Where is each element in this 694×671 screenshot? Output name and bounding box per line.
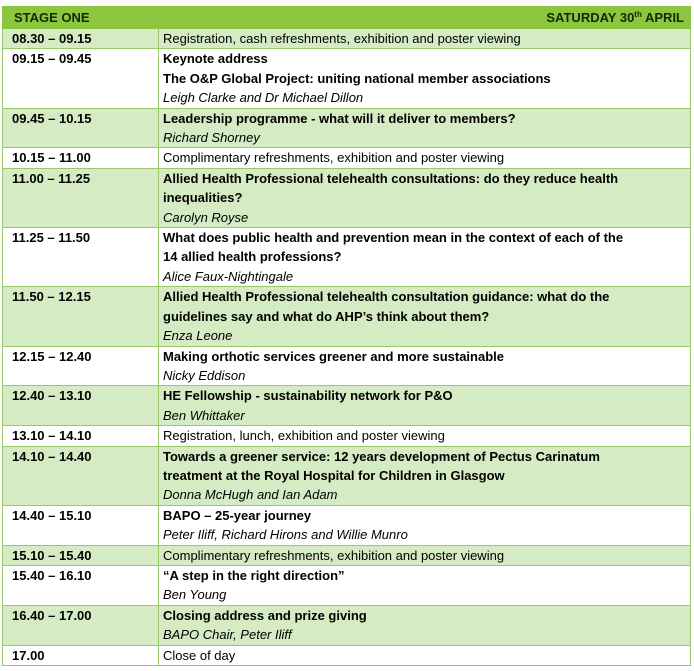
session-time: 08.30 – 09.15 (3, 29, 159, 49)
date-ordinal: th (634, 10, 642, 19)
session-title: What does public health and prevention mean in the context of each of the (163, 230, 624, 246)
schedule-body (3, 29, 691, 666)
session-title: HE Fellowship - sustainability network for P&O (163, 388, 453, 404)
session-title: 14 allied health professions? (163, 249, 342, 265)
session-speaker: Alice Faux-Nightingale (163, 268, 294, 284)
stage-title: STAGE ONE (3, 7, 159, 29)
session-activity: Close of day (163, 647, 236, 663)
session-speaker: Ben Young (163, 587, 227, 603)
session-title: inequalities? (163, 190, 243, 206)
session-speaker: Enza Leone (163, 328, 233, 344)
session-activity: Registration, cash refreshments, exhibition and poster viewing (163, 31, 521, 46)
session-time: 16.40 – 17.00 (3, 605, 159, 645)
schedule-row (3, 108, 691, 148)
schedule-row (3, 346, 691, 386)
schedule-row (3, 545, 691, 565)
session-details (159, 228, 691, 287)
session-details (159, 29, 691, 49)
session-speaker: Nicky Eddison (163, 367, 246, 383)
schedule-row (3, 228, 691, 287)
date-day: SATURDAY 30 (546, 10, 635, 25)
session-title: treatment at the Royal Hospital for Children in Glasgow (163, 467, 505, 483)
session-activity: Complimentary refreshments, exhibition and poster viewing (163, 547, 505, 563)
schedule-row (3, 505, 691, 545)
session-time: 12.15 – 12.40 (3, 346, 159, 386)
session-speaker: Donna McHugh and Ian Adam (163, 487, 338, 503)
date-month: APRIL (645, 10, 684, 25)
session-details (159, 346, 691, 386)
session-details (159, 386, 691, 426)
schedule-row (3, 426, 691, 446)
session-details (159, 565, 691, 605)
session-title: Towards a greener service: 12 years development of Pectus Carinatum (163, 448, 600, 464)
session-speaker: BAPO Chair, Peter Iliff (163, 627, 292, 643)
session-title: Keynote address (163, 51, 268, 67)
schedule-row (3, 565, 691, 605)
session-title: Making orthotic services greener and more sustainable (163, 348, 505, 364)
session-title: Allied Health Professional telehealth consultation guidance: what do the (163, 289, 610, 305)
schedule-row (3, 446, 691, 505)
session-time: 15.10 – 15.40 (3, 545, 159, 565)
session-details (159, 446, 691, 505)
session-title: The O&P Global Project: uniting national member associations (163, 70, 551, 86)
session-details (159, 168, 691, 227)
session-details (159, 545, 691, 565)
session-title: “A step in the right direction” (163, 567, 345, 583)
session-title: Closing address and prize giving (163, 607, 367, 623)
schedule-row (3, 386, 691, 426)
session-details (159, 645, 691, 665)
schedule-row (3, 29, 691, 49)
schedule-row (3, 49, 691, 108)
session-speaker: Leigh Clarke and Dr Michael Dillon (163, 90, 364, 106)
session-details (159, 426, 691, 446)
session-time: 11.25 – 11.50 (3, 228, 159, 287)
session-time: 17.00 (3, 645, 159, 665)
session-time: 13.10 – 14.10 (3, 426, 159, 446)
session-time: 10.15 – 11.00 (3, 148, 159, 168)
session-time: 11.50 – 12.15 (3, 287, 159, 346)
session-details (159, 287, 691, 346)
session-details (159, 108, 691, 148)
session-activity: Registration, lunch, exhibition and poster viewing (163, 428, 445, 444)
schedule-table (2, 6, 691, 666)
session-speaker: Richard Shorney (163, 130, 260, 146)
schedule-row (3, 645, 691, 665)
session-speaker: Carolyn Royse (163, 209, 249, 225)
session-activity: Complimentary refreshments, exhibition and poster viewing (163, 150, 505, 166)
session-title: Leadership programme - what will it deliver to members? (163, 110, 516, 126)
session-speaker: Ben Whittaker (163, 407, 245, 423)
session-details (159, 505, 691, 545)
event-date (159, 7, 691, 29)
session-time: 15.40 – 16.10 (3, 565, 159, 605)
session-title: Allied Health Professional telehealth consultations: do they reduce health (163, 170, 619, 186)
table-header (3, 7, 691, 29)
session-details (159, 605, 691, 645)
session-time: 11.00 – 11.25 (3, 168, 159, 227)
schedule-row (3, 168, 691, 227)
schedule-row (3, 605, 691, 645)
session-time: 09.15 – 09.45 (3, 49, 159, 108)
session-time: 14.40 – 15.10 (3, 505, 159, 545)
schedule-row (3, 148, 691, 168)
programme-sheet (2, 6, 690, 666)
session-title: guidelines say and what do AHP’s think about them? (163, 308, 490, 324)
schedule-row (3, 287, 691, 346)
session-title: BAPO – 25-year journey (163, 507, 312, 523)
session-time: 14.10 – 14.40 (3, 446, 159, 505)
session-details (159, 49, 691, 108)
session-speaker: Peter Iliff, Richard Hirons and Willie Munro (163, 527, 408, 543)
session-details (159, 148, 691, 168)
session-time: 09.45 – 10.15 (3, 108, 159, 148)
session-time: 12.40 – 13.10 (3, 386, 159, 426)
